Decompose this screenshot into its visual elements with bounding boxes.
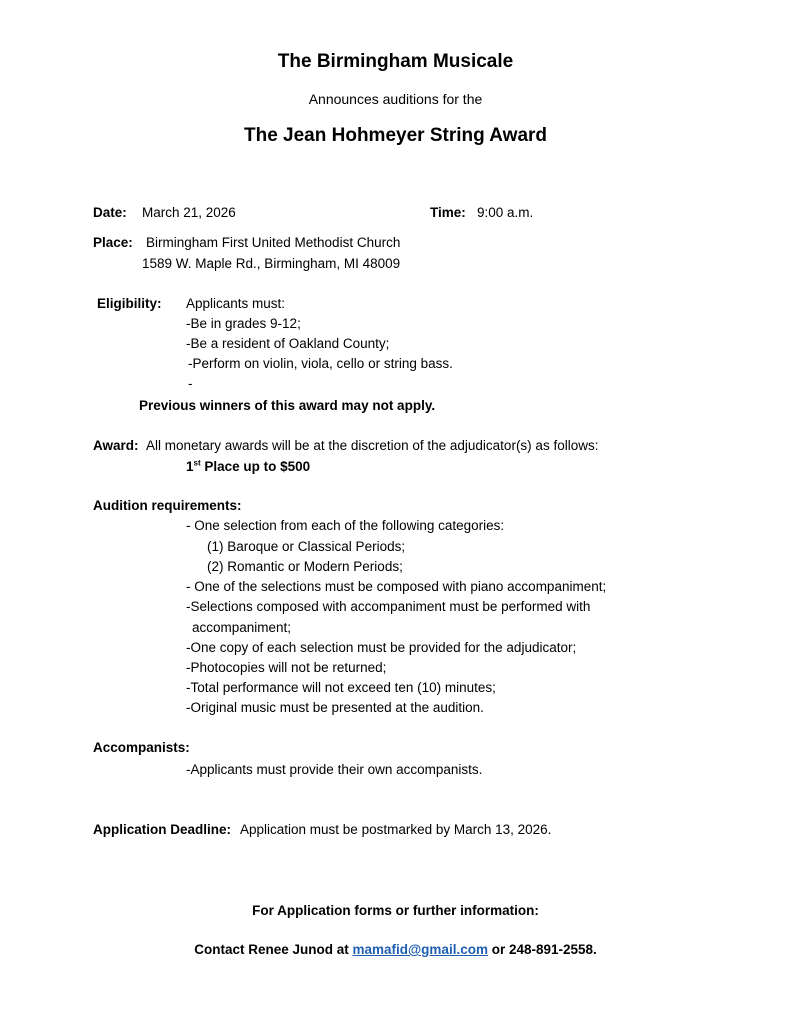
time-label: Time: — [430, 205, 466, 220]
accompanists-label: Accompanists: — [93, 740, 190, 755]
requirement-line: accompaniment; — [192, 620, 292, 635]
eligibility-line: -Perform on violin, viola, cello or string bass. — [188, 356, 453, 371]
contact-suffix: or 248-891-2558. — [487, 942, 597, 957]
footer-info: For Application forms or further information: — [252, 903, 539, 918]
eligibility-note: Previous winners of this award may not apply. — [139, 398, 436, 413]
date-label: Date: — [93, 205, 127, 220]
award-text: All monetary awards will be at the discretion of the adjudicator(s) as follows: — [146, 438, 599, 453]
eligibility-line: Applicants must: — [186, 296, 286, 311]
announce-line: Announces auditions for the — [308, 91, 483, 107]
email-link[interactable]: mamafid@gmail.com — [352, 942, 488, 957]
requirement-line: -Photocopies will not be returned; — [186, 660, 387, 675]
award-place-suffix: st — [193, 458, 201, 468]
eligibility-line: -Be a resident of Oakland County; — [186, 336, 390, 351]
place-label: Place: — [93, 235, 133, 250]
requirement-line: -Original music must be presented at the audition. — [186, 700, 484, 715]
award-place-text: Place up to $500 — [200, 459, 311, 474]
eligibility-line: -Be in grades 9-12; — [186, 316, 301, 331]
time-value: 9:00 a.m. — [477, 205, 534, 220]
footer-contact — [0, 942, 791, 958]
requirement-line: -Selections composed with accompaniment must be performed with — [186, 599, 591, 614]
eligibility-line: - — [188, 376, 193, 391]
requirement-line: - One of the selections must be composed with piano accompaniment; — [186, 579, 607, 594]
place-line-2: 1589 W. Maple Rd., Birmingham, MI 48009 — [142, 256, 401, 271]
place-line-1: Birmingham First United Methodist Church — [146, 235, 401, 250]
requirement-line: -One copy of each selection must be provided for the adjudicator; — [186, 640, 577, 655]
accompanists-text: -Applicants must provide their own accompanists. — [186, 762, 483, 777]
requirement-line: (1) Baroque or Classical Periods; — [207, 539, 406, 554]
requirement-line: - One selection from each of the following categories: — [186, 518, 505, 533]
deadline-text: Application must be postmarked by March 13, 2026. — [240, 822, 552, 837]
deadline-label: Application Deadline: — [93, 822, 232, 837]
eligibility-label: Eligibility: — [97, 296, 162, 311]
contact-prefix: Contact Renee Junod at — [194, 942, 353, 957]
award-label: Award: — [93, 438, 139, 453]
award-place-number: 1 — [186, 459, 194, 474]
award-title: The Jean Hohmeyer String Award — [243, 125, 548, 146]
requirement-line: -Total performance will not exceed ten (10) minutes; — [186, 680, 496, 695]
date-value: March 21, 2026 — [142, 205, 236, 220]
requirement-line: (2) Romantic or Modern Periods; — [207, 559, 403, 574]
org-title: The Birmingham Musicale — [277, 51, 514, 72]
award-first-place — [186, 459, 310, 475]
requirements-label: Audition requirements: — [93, 498, 242, 513]
